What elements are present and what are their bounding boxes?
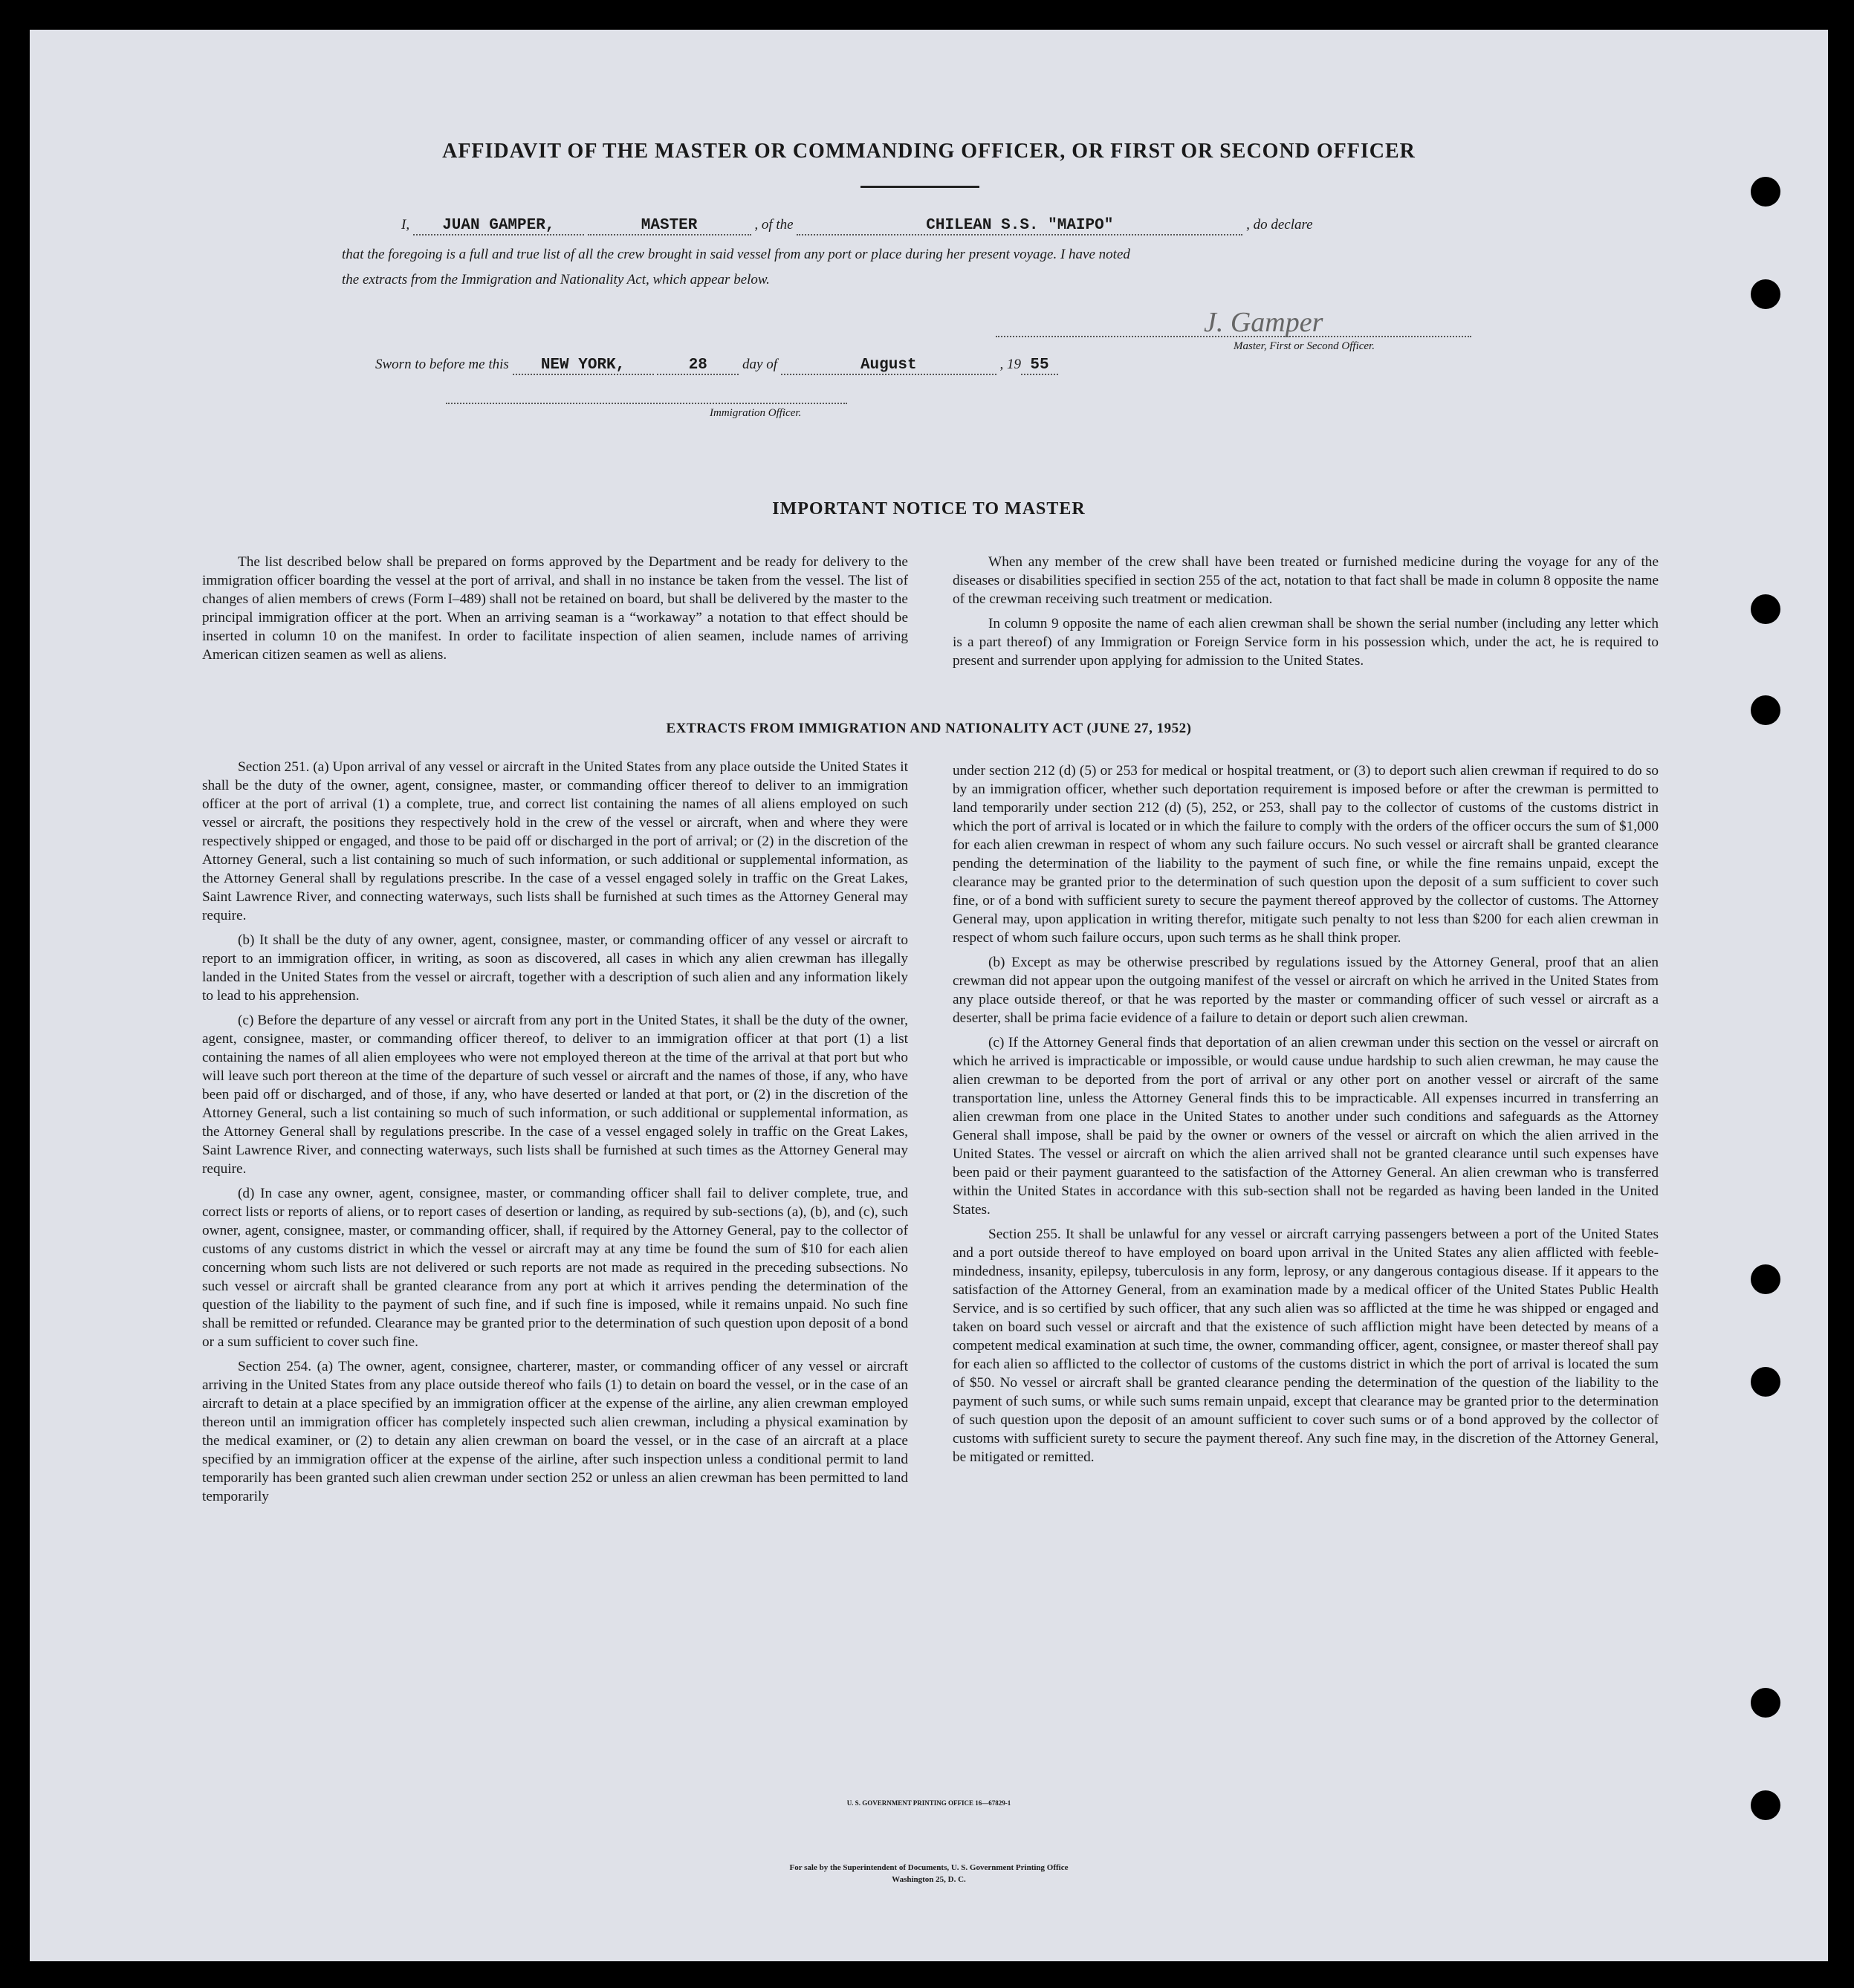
notice-heading: IMPORTANT NOTICE TO MASTER [772,499,1086,519]
year-prefix: , 19 [999,357,1022,372]
notice-right-paragraph-2: In column 9 opposite the name of each alien crewman shall be shown the serial number (including any letter which is a part thereof) of any Immigration or Foreign Service form in his possession which, under the act, he is required to present and surrender upon applying for admission to the United States. [953,616,1659,669]
affidavit-title: AFFIDAVIT OF THE MASTER OR COMMANDING OFFICER, OR FIRST OR SECOND OFFICER [442,140,1416,163]
sworn-year-field: 55 [1021,357,1058,375]
section-254-a-continued: under section 212 (d) (5) or 253 for medical or hospital treatment, or (3) to deport such alien crewman if required to do so by an immigration officer, whether such deportation requirement is imposed before or after the crewman is permitted to land temporarily under section 212 (d) (5), 252, or 253, shall pay to the collector of customs of the customs district in which the port of arrival is located or in which the failure to comply with the orders of the officer occurs the sum of $1,000 for each alien crewman in respect of whom any such failure occurs. No such vessel or aircraft shall be granted clearance pending the determination of the liability to the payment of such fine, or while the fine remains unpaid, except the clearance may be granted prior to the determination of such question upon the deposit of a sum sufficient to cover such fine, or of a bond with sufficient surety to secure the payment thereof approved by the collector of customs. The Attorney General may, upon application in writing therefor, mitigate such penalty to not less than $200 for each alien crewman in respect of whom such failure occurs, upon such terms as he shall think proper. [953,763,1659,946]
sworn-place-field: NEW YORK, [513,357,654,375]
section-251-d: (d) In case any owner, agent, consignee, master, or commanding officer shall fail to deliver complete, true, and correct lists or reports of aliens, or to report cases of desertion or landing, as required by sub-sections (a), (b), and (c), such owner, agent, consignee, master, or commanding officer, shall, if required by the Attorney General, pay to the collector of customs of any customs district in which the vessel or aircraft may at any time be found the sum of $10 for each alien concerning whom such lists are not delivered or such reports are not made as required in the preceding subsections. No such vessel or aircraft shall be granted clearance from any port at which it arrives pending the determination of the question of the liability to the payment of such fine, and if such fine is imposed, while it remains unpaid. No such fine shall be remitted or refunded. Clearance may be granted prior to the determination of such question upon deposit of a bond or a sum sufficient to cover such fine. [202,1186,908,1350]
notice-right-column [953,553,1659,676]
of-the-label: , of the [754,217,794,233]
for-sale-line-1: For sale by the Superintendent of Documents, U. S. Government Printing Office [789,1863,1069,1872]
section-254-b: (b) Except as may be otherwise prescribed by regulations issued by the Attorney General, proof that an alien crewman did not appear upon the outgoing manifest of the vessel or aircraft on which he arrived in the United States from any place outside thereof, or that he was reported by the master or commanding officer of such vessel or aircraft as a deserter, shall be prima facie evidence of a failure to detain or deport such alien crewman. [953,955,1659,1026]
rank-field: MASTER [588,217,751,235]
declaration-line-2: that the foregoing is a full and true list of all the crew brought in said vessel from any port or place during her present voyage. I have noted [342,247,1130,262]
signature-line [996,336,1471,337]
section-255: Section 255. It shall be unlawful for any vessel or aircraft carrying passengers between a port of the United States and a port outside thereof to have employed on board upon arrival in the United States any alien afflicted with feeble-mindedness, insanity, epilepsy, tuberculosis in any form, leprosy, or any dangerous contagious disease. If it appears to the satisfaction of the Attorney General, from an examination made by a medical officer of the United States Public Health Service, and is so certified by such officer, that any such alien was so afflicted at the time he was shipped or engaged and taken on board such vessel or aircraft and that the existence of such affliction might have been detected by means of a competent medical examination at such time, the owner, commanding officer, agent, consignee, or master thereof shall pay for each alien so afflicted to the collector of customs of the customs district in which the port of arrival is located the sum of $50. No vessel or aircraft shall be granted clearance pending the determination of the question of the liability to the payment of such sums, or while such sums remain unpaid, except that clearance may be granted prior to the determination of such question upon the deposit of an amount sufficient to cover such sums or of a bond approved by the collector of customs with sufficient surety to secure the payment thereof. Any such fine may, in the discretion of the Attorney General, be mitigated or remitted. [953,1227,1659,1465]
declaration-line-1 [342,217,1560,235]
section-254-a: Section 254. (a) The owner, agent, consignee, charterer, master, or commanding officer of any vessel or aircraft arriving in the United States from any place outside thereof who fails (1) to detain on board the vessel, or in the case of an aircraft to detain at a place specified by an immigration officer at the expense of the airline, any alien crewman employed thereon until an immigration officer has completely inspected such alien crewman, including a physical examination by the medical examiner, or (2) to detain any alien crewman on board the vessel, or in the case of an aircraft at a place specified by an immigration officer at the expense of the airline, after such inspection unless a conditional permit to land temporarily has been granted such alien crewman under section 252 or unless an alien crewman has been permitted to land temporarily [202,1359,908,1504]
officer-caption: Immigration Officer. [710,407,802,419]
declaration-line-3: the extracts from the Immigration and Nationality Act, which appear below. [342,272,770,288]
binder-hole [1751,1688,1780,1718]
extracts-heading: EXTRACTS FROM IMMIGRATION AND NATIONALITY ACT (JUNE 27, 1952) [666,721,1192,736]
for-sale-line-2: Washington 25, D. C. [892,1875,966,1884]
section-251-b: (b) It shall be the duty of any owner, agent, consignee, master, or commanding officer of any vessel or aircraft to report to an immigration officer, in writing, as soon as discovered, all cases in which any alien crewman has illegally landed in the United States from the vessel or aircraft, together with a description of such alien and any information likely to lead to his apprehension. [202,932,908,1004]
binder-hole [1751,1367,1780,1397]
sworn-line [342,357,1560,375]
officer-signature-line [446,403,847,404]
binder-hole [1751,695,1780,725]
declare-label: , do declare [1246,217,1313,233]
printing-office-code: U. S. GOVERNMENT PRINTING OFFICE 16—67829-1 [846,1799,1011,1807]
signature-caption: Master, First or Second Officer. [1234,340,1375,352]
extracts-right-column [953,761,1659,1472]
sworn-prefix: Sworn to before me this [375,357,509,372]
binder-hole [1751,594,1780,624]
title-rule [860,186,979,188]
binder-hole [1751,177,1780,207]
binder-hole [1751,1790,1780,1820]
extracts-left-column [202,758,908,1512]
notice-left-paragraph: The list described below shall be prepared on forms approved by the Department and be ready for delivery to the immigration officer boarding the vessel at the port of arrival, and shall in no instance be taken from the vessel. The list of changes of alien members of crews (Form I–489) shall not be retained on board, but shall be delivered by the master to the principal immigration officer at the port. When an arriving seaman is a “workaway” a notation to that effect should be inserted in column 10 on the manifest. In order to facilitate inspection of alien seamen, include names of arriving American citizen seamen as well as aliens. [202,554,908,663]
master-name-field: JUAN GAMPER, [413,217,584,235]
vessel-field: CHILEAN S.S. "MAIPO" [797,217,1242,235]
section-251-c: (c) Before the departure of any vessel or aircraft from any port in the United States, it shall be the duty of the owner, agent, consignee, master, or commanding officer thereof, to deliver to an immigration officer at that port (1) a list containing the names of all alien employees who were not employed thereon at the time of the arrival at that port but who will leave such port thereon at the time of the departure of such vessel or aircraft and the names of those, if any, who have been paid off or discharged, and of those, if any, who have deserted or landed at that port, or (2) in the discretion of the Attorney General, such a list containing so much of such information, or such additional or supplemental information, as the Attorney General shall by regulations prescribe. In the case of a vessel engaged solely in traffic on the Great Lakes, Saint Lawrence River, and connecting waterways, such lists shall be furnished at such times as the Attorney General may require. [202,1013,908,1177]
sworn-day-field: 28 [657,357,739,375]
notice-left-column [202,553,908,670]
document-page [30,30,1828,1961]
binder-hole [1751,1264,1780,1294]
declaration-prefix: I, [401,217,410,233]
notice-right-paragraph-1: When any member of the crew shall have been treated or furnished medicine during the voyage for any of the diseases or disabilities specified in section 255 of the act, notation to that fact shall be made in column 8 opposite the name of the crewman receiving such treatment or medication. [953,554,1659,607]
binder-hole [1751,279,1780,309]
section-254-c: (c) If the Attorney General finds that deportation of an alien crewman under this section on the vessel or aircraft on which he arrived is impracticable or impossible, or would cause undue hardship to such alien crewman, he may cause the alien crewman to be deported from the port of arrival or any other port on another vessel or aircraft of the same transportation line, unless the Attorney General finds this to be impracticable. All expenses incurred in transferring an alien crewman from one place in the United States to another under such conditions and safeguards as the Attorney General shall impose, shall be paid by the owner or owners of the vessel or aircraft on which the alien arrived in the United States. The vessel or aircraft on which the alien arrived shall not be granted clearance until such expenses have been paid or their payment guaranteed to the satisfaction of the Attorney General. An alien crewman who is transferred within the United States in accordance with this sub-section shall not be regarded as having been landed in the United States. [953,1035,1659,1218]
day-of-label: day of [742,357,778,372]
sworn-month-field: August [781,357,996,375]
section-251-a: Section 251. (a) Upon arrival of any vessel or aircraft in the United States from any place outside the United States it shall be the duty of the owner, agent, consignee, master, or commanding officer thereof to deliver to an immigration officer at the port of arrival (1) a complete, true, and correct list containing the names of all aliens employed on such vessel or aircraft, the positions they respectively hold in the crew of the vessel or aircraft, when and where they were respectively shipped or engaged, and those to be paid off or discharged in the port of arrival; or (2) in the discretion of the Attorney General, such a list containing so much of such information, or such additional or supplemental information, as the Attorney General shall by regulations prescribe. In the case of a vessel engaged solely in traffic on the Great Lakes, Saint Lawrence River, and connecting waterways, such lists shall be furnished at such times as the Attorney General may require. [202,759,908,923]
master-signature: J. Gamper [1204,307,1323,338]
